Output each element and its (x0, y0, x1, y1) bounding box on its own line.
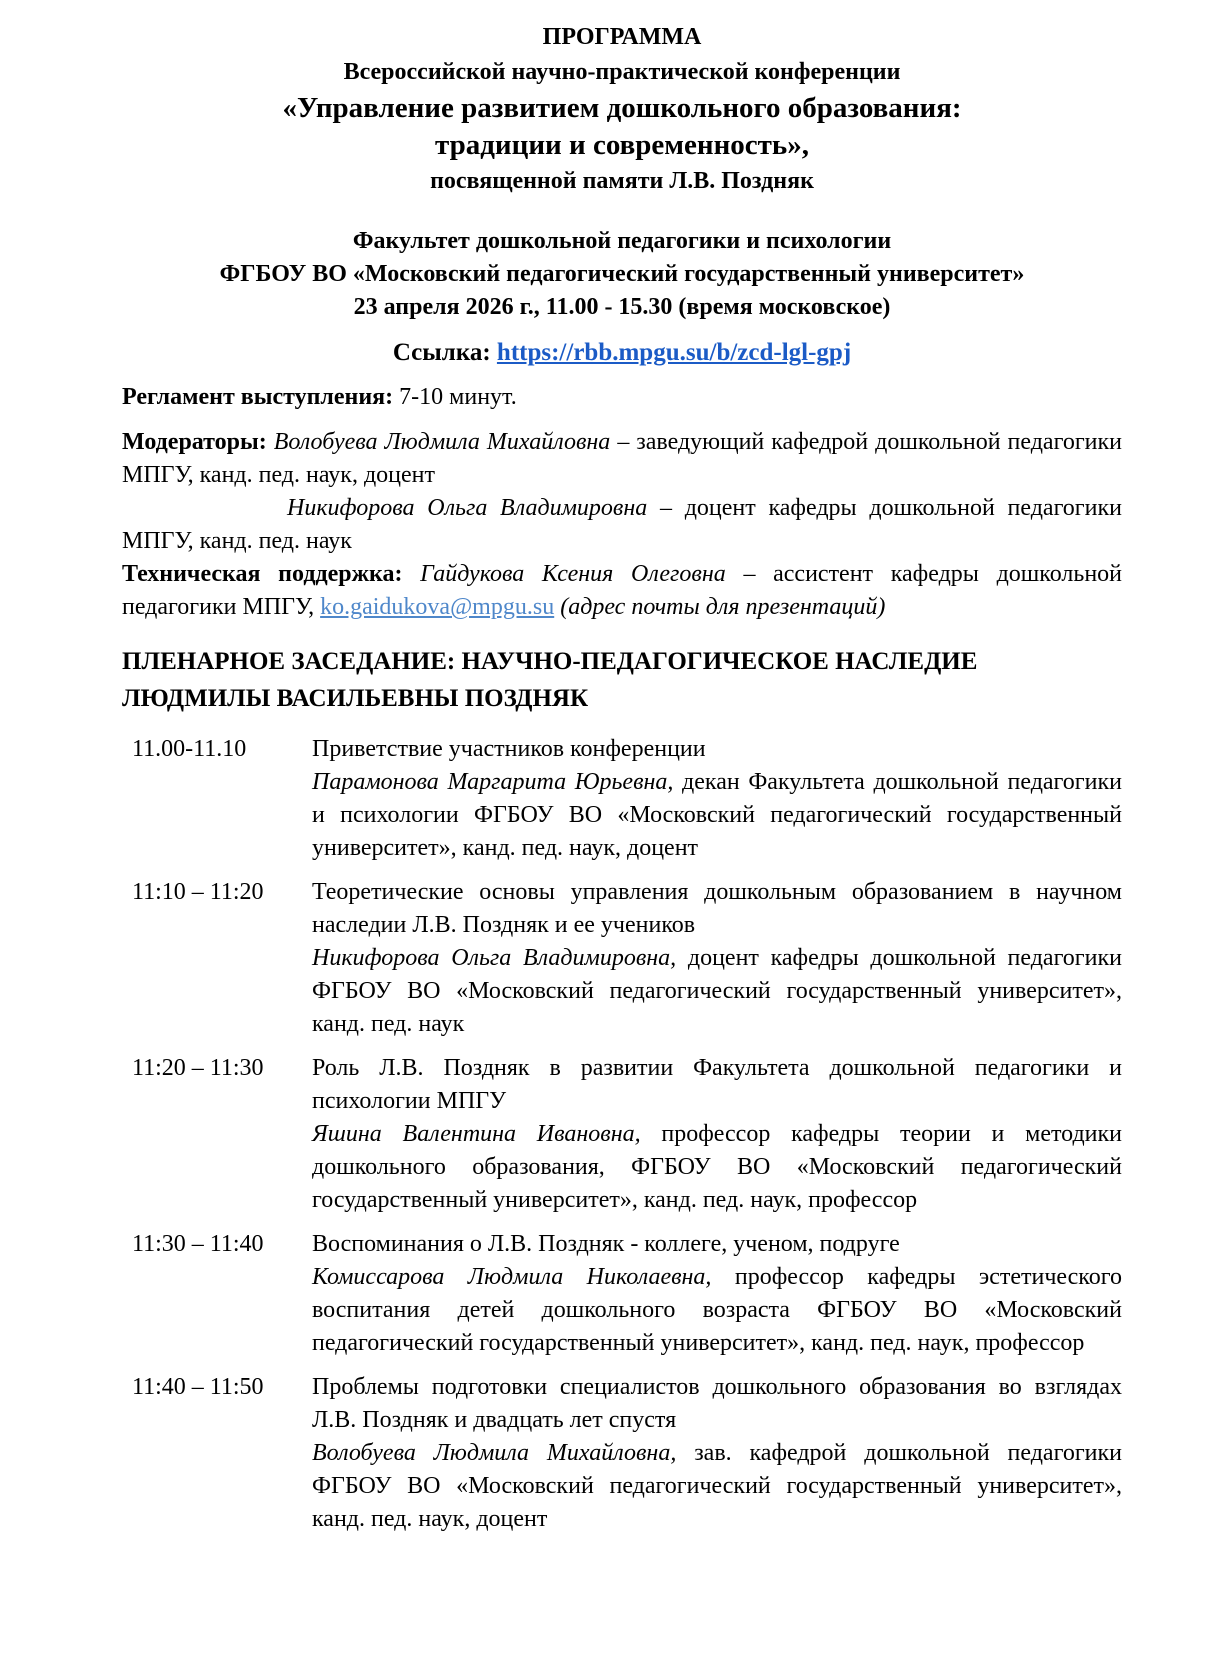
event-title: Проблемы подготовки специалистов дошкольного образования во взглядах Л.В. Поздняк и двадцать лет спустя (312, 1374, 1122, 1433)
moderators-label: Модераторы: (122, 429, 267, 455)
event-title: Воспоминания о Л.В. Поздняк - коллеге, ученом, подруге (312, 1231, 900, 1257)
event-speaker-name: Никифорова Ольга Владимировна, (312, 945, 677, 971)
event-time: 11.00-11.10 (132, 736, 247, 762)
faculty-line: Факультет дошкольной педагогики и психологии (352, 228, 892, 254)
event-speaker-affiliation: декан Факультета дошкольной педагогики и психологии ФГБОУ ВО «Московский педагогический государственный университет», канд. пед. наук, доцент (312, 769, 1122, 861)
conference-link-line (122, 335, 1122, 371)
event-details (312, 733, 1122, 865)
event-time: 11:10 – 11:20 (132, 879, 264, 905)
conference-name-line1: «Управление развитием дошкольного образования: (282, 92, 962, 124)
event-title: Роль Л.В. Поздняк в развитии Факультета дошкольной педагогики и психологии МПГУ (312, 1055, 1122, 1114)
event-speaker-name: Волобуева Людмила Михайловна, (312, 1440, 677, 1466)
event-speaker-block (312, 942, 1122, 1041)
schedule-row (122, 733, 1122, 865)
moderators-block (122, 426, 1122, 624)
moderator-second-role: – доцент кафедры дошкольной педагогики МПГУ, канд. пед. наук (122, 495, 1123, 554)
event-time: 11:20 – 11:30 (132, 1055, 264, 1081)
event-speaker-name: Комиссарова Людмила Николаевна, (312, 1264, 712, 1290)
link-label: Ссылка: (392, 339, 491, 366)
datetime-line: 23 апреля 2026 г., 11.00 - 15.30 (время московское) (353, 294, 891, 320)
regulation-line (122, 381, 1122, 414)
event-speaker-block (312, 766, 1122, 865)
event-speaker-name: Парамонова Маргарита Юрьевна, (312, 769, 674, 795)
event-details (312, 1052, 1122, 1217)
event-details (312, 1228, 1122, 1360)
event-speaker-block (312, 1437, 1122, 1536)
dedication-line: посвященной памяти Л.В. Поздняк (430, 168, 814, 194)
title-block (122, 20, 1122, 199)
conference-url-link[interactable]: https://rbb.mpgu.su/b/zcd-lgl-gpj (496, 339, 852, 366)
tech-support-email-link[interactable]: ko.gaidukova@mpgu.su (320, 594, 555, 620)
tech-support-paragraph (122, 558, 1122, 624)
event-speaker-affiliation: доцент кафедры дошкольной педагогики ФГБОУ ВО «Московский педагогический государственный университет», канд. пед. наук (312, 945, 1123, 1037)
plenary-heading-line2: ЛЮДМИЛЫ ВАСИЛЬЕВНЫ ПОЗДНЯК (122, 685, 589, 712)
plenary-heading (122, 643, 1122, 717)
venue-block (122, 225, 1122, 324)
tech-support-name: Гайдукова Ксения Олеговна (420, 561, 726, 587)
event-speaker-block (312, 1118, 1122, 1217)
schedule-row (122, 1228, 1122, 1360)
moderator-first-name: Волобуева Людмила Михайловна (273, 429, 611, 455)
schedule-row (122, 1371, 1122, 1536)
regulation-label: Регламент выступления: (122, 384, 394, 410)
event-speaker-affiliation: зав. кафедрой дошкольной педагогики ФГБОУ ВО «Московский педагогический государственный университет», канд. пед. наук, доцент (312, 1440, 1123, 1532)
moderator-first-role: – заведующий кафедрой дошкольной педагогики МПГУ, канд. пед. наук, доцент (122, 429, 1123, 488)
plenary-heading-line1: ПЛЕНАРНОЕ ЗАСЕДАНИЕ: НАУЧНО-ПЕДАГОГИЧЕСКОЕ НАСЛЕДИЕ (122, 648, 978, 675)
event-time: 11:30 – 11:40 (132, 1231, 264, 1257)
tech-support-label: Техническая поддержка: (122, 561, 403, 587)
regulation-value: 7-10 минут. (399, 384, 517, 410)
tech-support-role: – ассистент кафедры дошкольной педагогики МПГУ, (122, 561, 1123, 620)
conference-name-line2: традиции и современность», (435, 129, 809, 161)
event-speaker-block (312, 1261, 1122, 1360)
event-details (312, 876, 1122, 1041)
event-details (312, 1371, 1122, 1536)
tech-support-note: (адрес почты для презентаций) (560, 594, 886, 620)
moderator-second-paragraph (122, 492, 1122, 558)
event-time: 11:40 – 11:50 (132, 1374, 264, 1400)
moderator-first-paragraph (122, 426, 1122, 492)
event-title: Теоретические основы управления дошкольным образованием в научном наследии Л.В. Поздняк и ее учеников (312, 879, 1122, 938)
event-speaker-name: Яшина Валентина Ивановна, (312, 1121, 641, 1147)
event-speaker-affiliation: профессор кафедры теории и методики дошкольного образования, ФГБОУ ВО «Московский педагогический государственный университет», канд. пед. наук, профессор (312, 1121, 1123, 1213)
moderator-second-name: Никифорова Ольга Владимировна (287, 495, 648, 521)
doc-subtitle: Всероссийской научно-практической конференции (343, 59, 901, 85)
event-speaker-affiliation: профессор кафедры эстетического воспитания детей дошкольного возраста ФГБОУ ВО «Московский педагогический государственный университет», канд. пед. наук, профессор (312, 1264, 1122, 1356)
event-title: Приветствие участников конференции (312, 736, 706, 762)
doc-title: ПРОГРАММА (542, 24, 702, 50)
schedule-row (122, 876, 1122, 1041)
schedule-row (122, 1052, 1122, 1217)
university-line: ФГБОУ ВО «Московский педагогический государственный университет» (219, 261, 1025, 287)
schedule-list (122, 733, 1122, 1536)
